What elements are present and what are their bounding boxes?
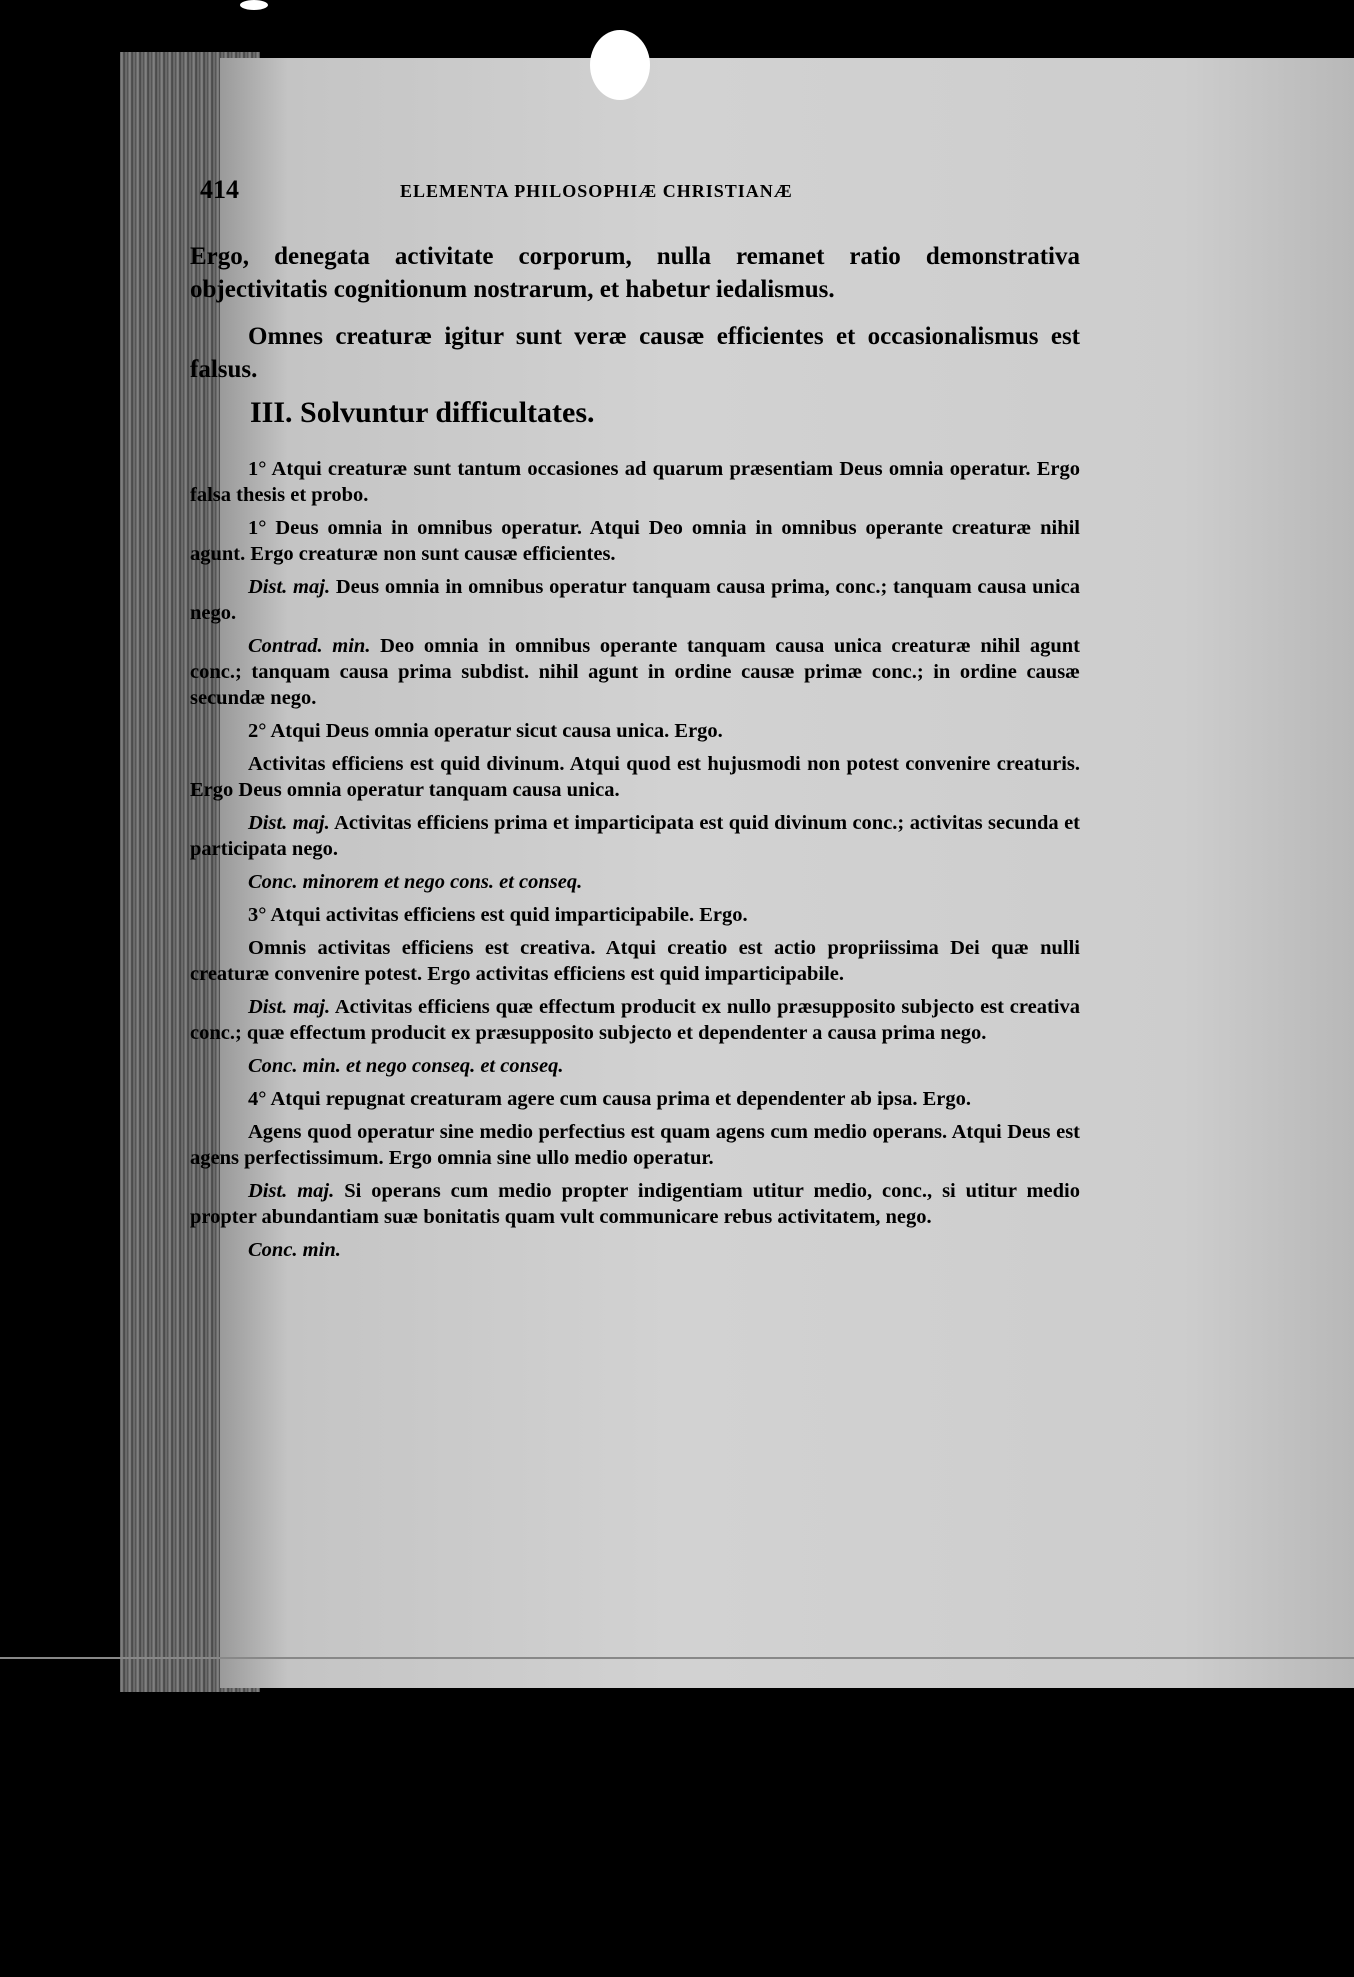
scan-blemish: [590, 30, 650, 100]
paragraph-body: Si operans cum medio propter indigentiam utitur medio, conc., si utitur medio propter abundantiam suæ bonitatis quam vult communicare rebus activitatem, nego.: [190, 1180, 1080, 1228]
page-text: [190, 240, 1080, 1270]
paragraph-body: Activitas efficiens prima et imparticipata est quid divinum conc.; activitas secunda et participata nego.: [190, 812, 1080, 860]
paragraph: Omnis activitas efficiens est creativa. Atqui creatio est actio propriissima Dei quæ nulli creaturæ convenire potest. Ergo activitas efficiens est quid imparticipabile.: [190, 937, 1080, 985]
paragraph: 3° Atqui activitas efficiens est quid imparticipabile. Ergo.: [248, 904, 748, 926]
distinction-label: Dist. maj.: [248, 996, 331, 1018]
paragraph: 1° Deus omnia in omnibus operatur. Atqui Deo omnia in omnibus operante creaturæ nihil agunt. Ergo creaturæ non sunt causæ efficientes.: [190, 517, 1080, 565]
paragraph: Conc. minorem et nego cons. et conseq.: [248, 871, 583, 893]
section-title: III. Solvuntur difficultates.: [250, 396, 595, 429]
paragraph: [190, 574, 1080, 626]
paragraph: [190, 1178, 1080, 1230]
page-header: [200, 175, 1300, 209]
paragraph: Agens quod operatur sine medio perfectius est quam agens cum medio operans. Atqui Deus est agens perfectissimum. Ergo omnia sine ullo medio operatur.: [190, 1121, 1080, 1169]
paragraph: Omnes creaturæ igitur sunt veræ causæ efficientes et occasionalismus est falsus.: [190, 323, 1080, 383]
page-number: 414: [200, 175, 239, 204]
paragraph: 4° Atqui repugnat creaturam agere cum causa prima et dependenter ab ipsa. Ergo.: [248, 1088, 972, 1110]
paragraph: [190, 810, 1080, 862]
distinction-label: Dist. maj.: [248, 1180, 335, 1202]
paragraph: Activitas efficiens est quid divinum. Atqui quod est hujusmodi non potest convenire creaturis. Ergo Deus omnia operatur tanquam causa unica.: [190, 753, 1080, 801]
distinction-label: Dist. maj.: [248, 812, 330, 834]
paragraph-body: Deo omnia in omnibus operante tanquam causa unica creaturæ nihil agunt conc.; tanquam causa prima subdist. nihil agunt in ordine causæ primæ conc.; in ordine causæ secundæ nego.: [190, 635, 1081, 709]
scan-blemish-small: [240, 0, 268, 10]
scan-line: [0, 1657, 1354, 1659]
running-title: ELEMENTA PHILOSOPHIÆ CHRISTIANÆ: [400, 181, 793, 201]
paragraph: 2° Atqui Deus omnia operatur sicut causa unica. Ergo.: [248, 720, 723, 742]
distinction-label: Dist. maj.: [248, 576, 331, 598]
paragraph: 1° Atqui creaturæ sunt tantum occasiones ad quarum præsentiam Deus omnia operatur. Ergo falsa thesis et probo.: [190, 458, 1080, 506]
paragraph: [190, 994, 1080, 1046]
paragraph-body: Deus omnia in omnibus operatur tanquam causa prima, conc.; tanquam causa unica nego.: [190, 576, 1080, 624]
contradistinction-label: Contrad. min.: [248, 635, 371, 657]
paragraph-body: Activitas efficiens quæ effectum producit ex nullo præsupposito subjecto est creativa conc.; quæ effectum producit ex præsupposito subjecto et dependenter a causa prima nego.: [190, 996, 1080, 1044]
paragraph: Conc. min. et nego conseq. et conseq.: [248, 1055, 564, 1077]
paragraph: Ergo, denegata activitate corporum, nulla remanet ratio demonstrativa objectivitatis cognitionum nostrarum, et habetur iedalismus.: [190, 243, 1080, 303]
paragraph: [190, 633, 1080, 711]
paragraph: Conc. min.: [248, 1239, 341, 1261]
